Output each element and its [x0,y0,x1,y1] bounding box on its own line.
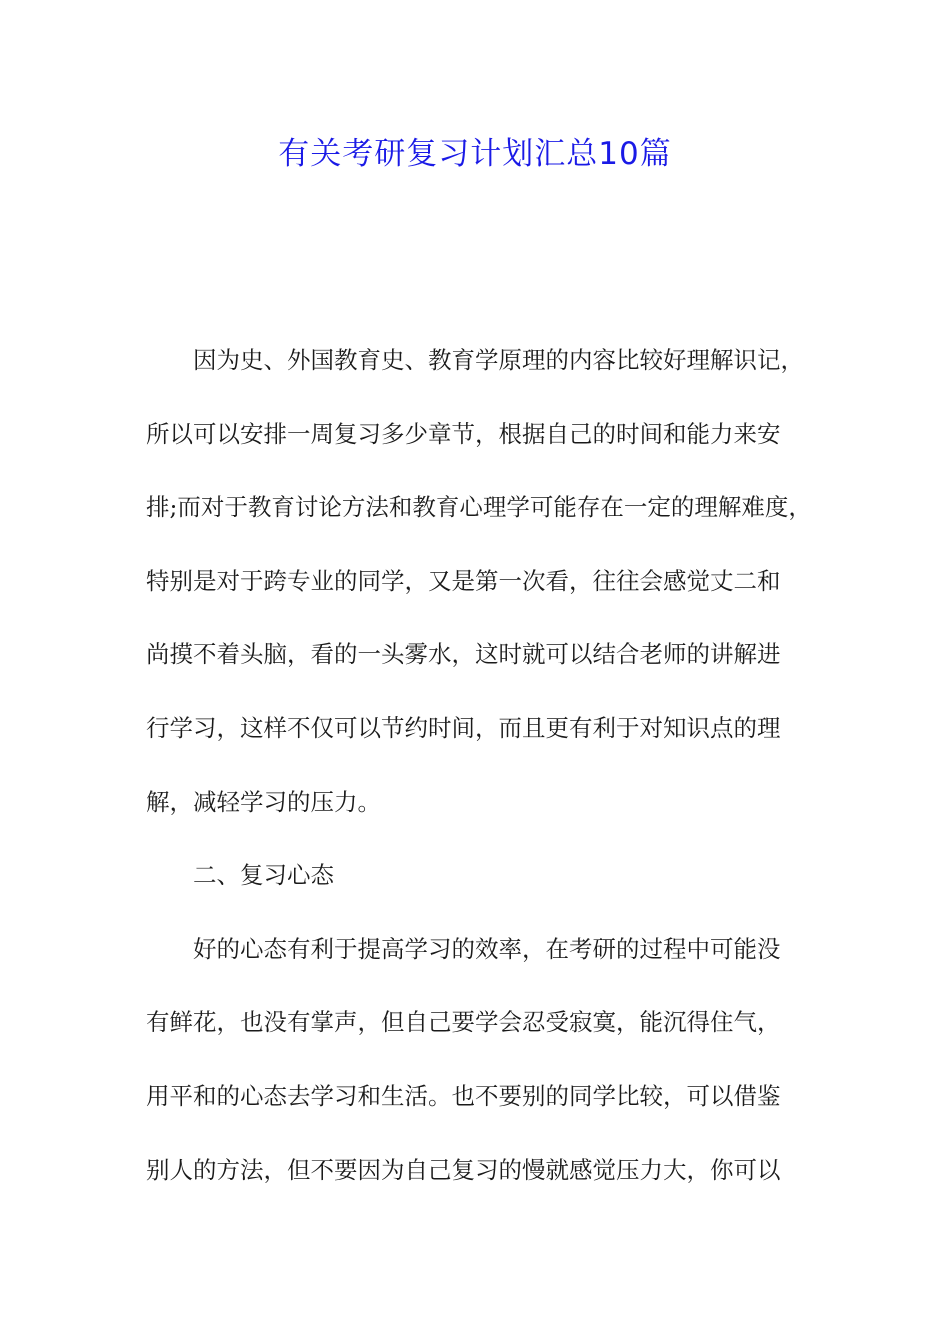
text-line: 因为史、外国教育史、教育学原理的内容比较好理解识记， [193,346,804,374]
section-heading: 二、复习心态 [193,861,334,890]
text-line: 所以可以安排一周复习多少章节，根据自己的时间和能力来安 [146,419,781,448]
text-line: 解，减轻学习的压力。 [146,787,381,816]
text-line: 好的心态有利于提高学习的效率，在考研的过程中可能没 [193,934,781,963]
document-body [146,336,826,1219]
text-line: 用平和的心态去学习和生活。也不要别的同学比较，可以借鉴 [146,1081,781,1110]
text-line: 别人的方法，但不要因为自己复习的慢就感觉压力大，你可以 [146,1155,781,1184]
text-line: 行学习，这样不仅可以节约时间，而且更有利于对知识点的理 [146,713,781,742]
text-line: 排;而对于教育讨论方法和教育心理学可能存在一定的理解难度， [146,493,812,522]
document-title: 有关考研复习计划汇总10篇 [278,136,672,172]
text-line: 有鲜花，也没有掌声，但自己要学会忍受寂寞，能沉得住气， [146,1008,781,1037]
text-line: 特别是对于跨专业的同学，又是第一次看，往往会感觉丈二和 [146,566,781,595]
text-line: 尚摸不着头脑，看的一头雾水，这时就可以结合老师的讲解进 [146,640,781,669]
